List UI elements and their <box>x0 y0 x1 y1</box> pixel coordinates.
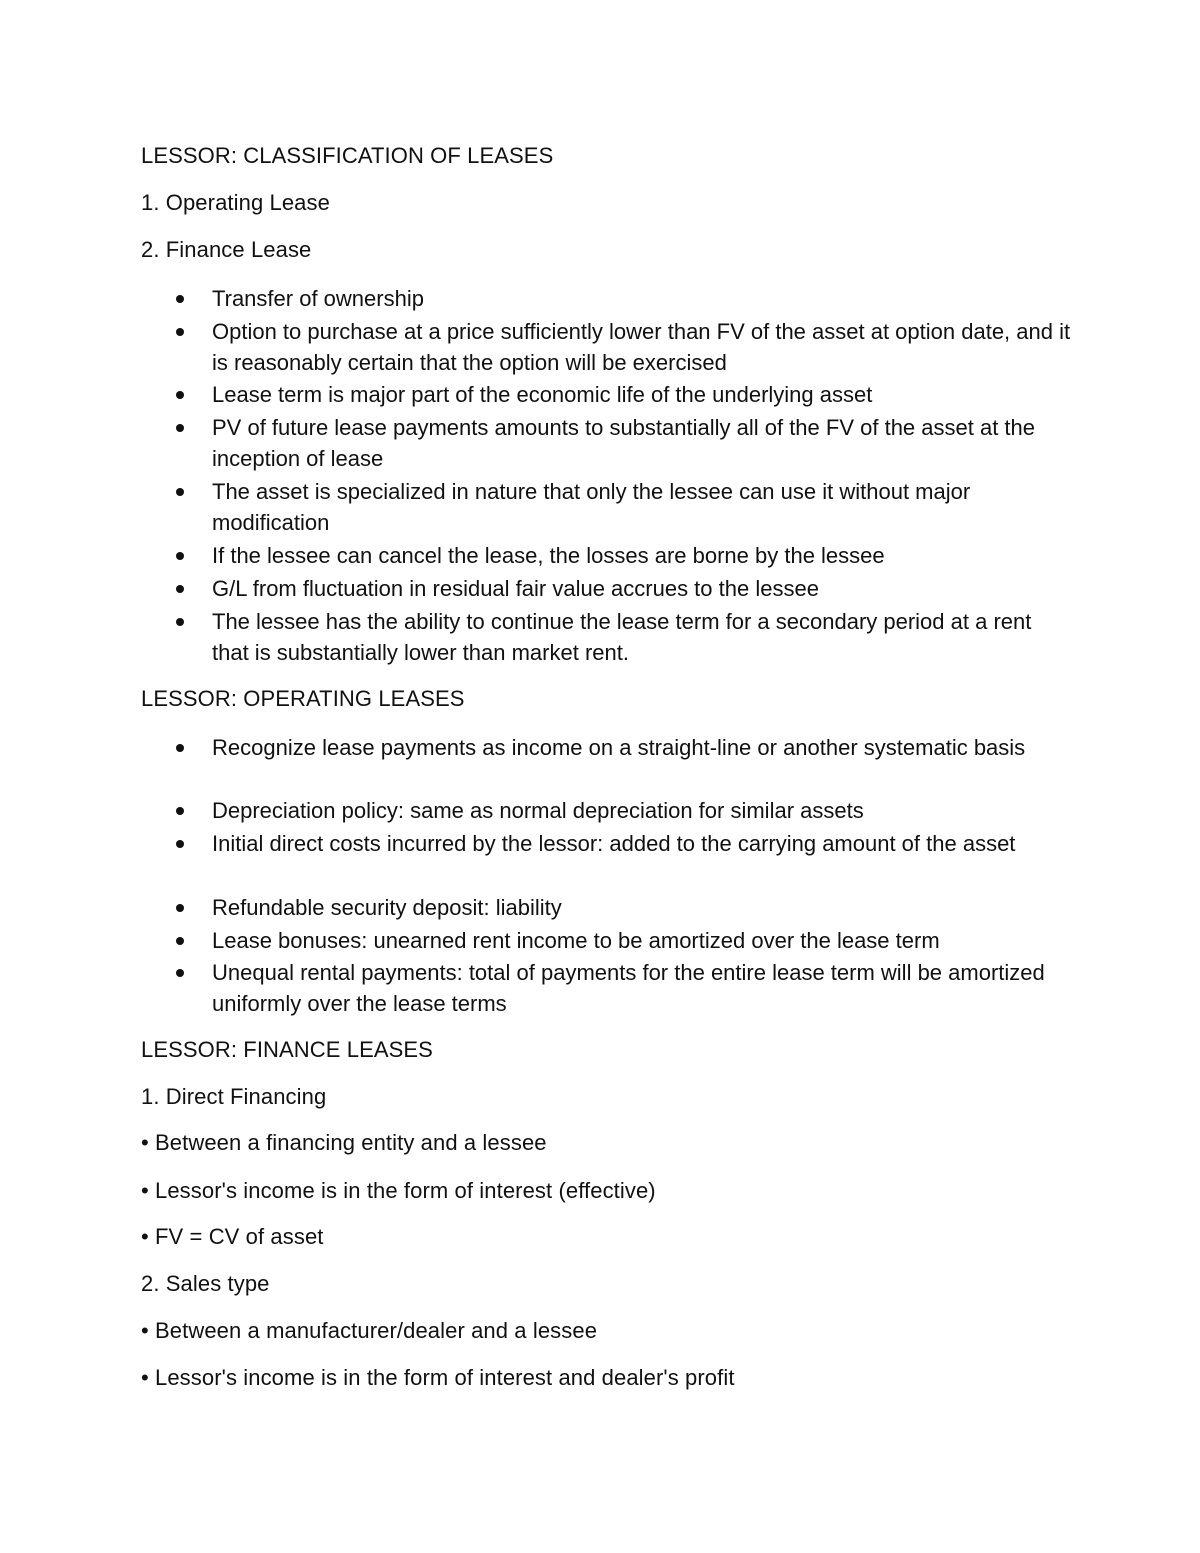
bullet-text: Lease term is major part of the economic life of the underlying asset <box>212 382 873 407</box>
bullet-icon <box>176 937 184 945</box>
list-item-operating-lease: 1. Operating Lease <box>141 190 330 215</box>
bullet-icon <box>176 904 184 912</box>
bullet-icon <box>176 552 184 560</box>
bullet-text: Option to purchase at a price sufficiently lower than FV of the asset at option date, and it is reasonably certain that the option will be exercised <box>212 319 1071 375</box>
bullet-icon <box>176 424 184 432</box>
list-item-point: • Between a manufacturer/dealer and a lessee <box>141 1318 598 1343</box>
bullet-icon <box>176 807 184 815</box>
bullet-icon <box>176 488 184 496</box>
bullet-icon <box>176 744 184 752</box>
bullet-icon <box>176 618 184 626</box>
list-item-point: • FV = CV of asset <box>141 1224 324 1249</box>
list-item-finance-lease: 2. Finance Lease <box>141 237 312 262</box>
list-item-point: • Lessor's income is in the form of interest and dealer's profit <box>141 1365 735 1390</box>
bullet-text: Transfer of ownership <box>212 286 424 311</box>
bullet-text: If the lessee can cancel the lease, the losses are borne by the lessee <box>212 543 885 568</box>
section-heading-classification: LESSOR: CLASSIFICATION OF LEASES <box>141 143 554 168</box>
bullet-text: PV of future lease payments amounts to substantially all of the FV of the asset at the inception of lease <box>212 415 1036 471</box>
bullet-icon <box>176 840 184 848</box>
bullet-icon <box>176 969 184 977</box>
bullet-icon <box>176 391 184 399</box>
section-heading-finance-leases: LESSOR: FINANCE LEASES <box>141 1037 433 1062</box>
bullet-text: The asset is specialized in nature that only the lessee can use it without major modification <box>212 479 971 535</box>
list-item-point: • Lessor's income is in the form of interest (effective) <box>141 1178 656 1203</box>
list-item-sales-type: 2. Sales type <box>141 1271 270 1296</box>
list-item-point: • Between a financing entity and a lessee <box>141 1130 547 1155</box>
bullet-text: Lease bonuses: unearned rent income to be amortized over the lease term <box>212 928 940 953</box>
bullet-text: Depreciation policy: same as normal depreciation for similar assets <box>212 798 864 823</box>
bullet-icon <box>176 295 184 303</box>
bullet-text: G/L from fluctuation in residual fair value accrues to the lessee <box>212 576 819 601</box>
bullet-text: Unequal rental payments: total of payments for the entire lease term will be amortized uniformly over the lease terms <box>212 960 1045 1016</box>
bullet-text: Initial direct costs incurred by the lessor: added to the carrying amount of the asset <box>212 831 1016 856</box>
bullet-icon <box>176 328 184 336</box>
bullet-text: Recognize lease payments as income on a straight-line or another systematic basis <box>212 735 1026 760</box>
bullet-icon <box>176 585 184 593</box>
list-item-direct-financing: 1. Direct Financing <box>141 1084 327 1109</box>
section-heading-operating-leases: LESSOR: OPERATING LEASES <box>141 686 465 711</box>
bullet-text: The lessee has the ability to continue the lease term for a secondary period at a rent that is substantially lower than market rent. <box>212 609 1032 665</box>
bullet-text: Refundable security deposit: liability <box>212 895 562 920</box>
